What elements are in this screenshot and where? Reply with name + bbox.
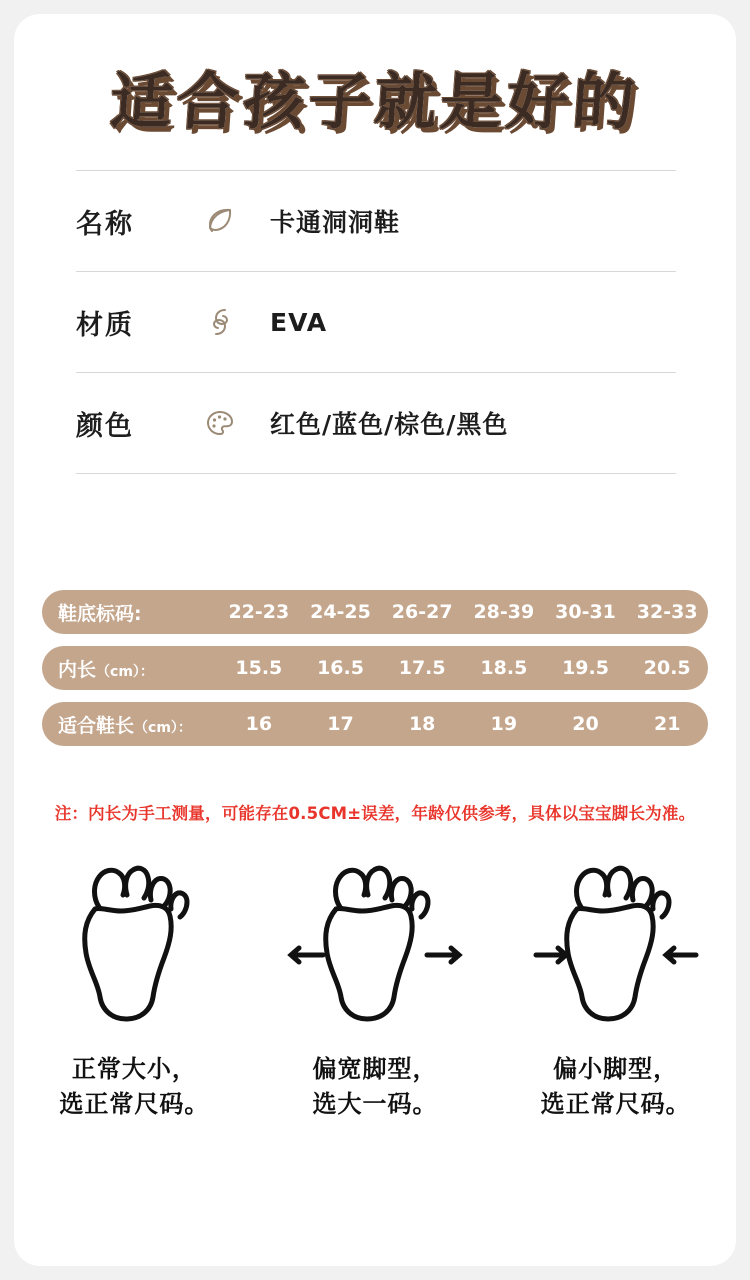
foot-caption-line2: 选正常尺码。 xyxy=(59,1089,210,1118)
foot-caption-line1: 正常大小， xyxy=(71,1055,197,1083)
table-cell: 28-39 xyxy=(473,601,535,623)
row-label xyxy=(42,599,218,626)
footprint-icon xyxy=(59,840,209,1030)
foot-guide-item-normal xyxy=(14,840,255,1122)
footprint-wide-icon xyxy=(275,840,475,1030)
table-row xyxy=(42,590,708,634)
spec-label: 名称 xyxy=(76,208,134,240)
foot-guide-caption xyxy=(313,1052,438,1122)
table-cell: 16.5 xyxy=(317,657,364,679)
foot-guide-caption xyxy=(541,1052,691,1122)
table-cell: 15.5 xyxy=(235,657,283,679)
content-card xyxy=(14,14,736,1266)
table-cell: 22-23 xyxy=(228,601,290,623)
table-cell: 21 xyxy=(653,713,681,735)
page-title xyxy=(14,52,736,141)
table-cell: 17.5 xyxy=(398,657,446,679)
foot-caption-line1: 偏小脚型， xyxy=(553,1055,679,1083)
foot-caption-line1: 偏宽脚型， xyxy=(312,1055,438,1083)
measurement-note: 注：内长为手工测量，可能存在0.5CM±误差，年龄仅供参考，具体以宝宝脚长为准。 xyxy=(54,804,696,823)
divider xyxy=(76,473,676,474)
spec-list xyxy=(76,170,676,474)
size-table xyxy=(42,590,708,758)
spec-value: 红色/蓝色/棕色/黑色 xyxy=(270,410,509,439)
leaf-icon xyxy=(188,204,252,238)
table-cell: 18 xyxy=(408,713,436,735)
page-title-text: 适合孩子就是好的 xyxy=(108,65,642,138)
row-label-text: 鞋底标码: xyxy=(58,602,142,625)
row-label-text: 适合鞋长 xyxy=(58,714,135,737)
foot-caption-line2: 选正常尺码。 xyxy=(540,1089,691,1118)
table-cell: 19 xyxy=(490,713,518,735)
table-row xyxy=(42,646,708,690)
foot-guide-caption xyxy=(59,1052,209,1122)
table-row xyxy=(42,702,708,746)
table-cell: 19.5 xyxy=(562,657,609,679)
spec-row-material xyxy=(76,272,676,372)
row-label-unit: （cm）： xyxy=(96,663,154,680)
row-label-text: 内长 xyxy=(58,658,97,681)
table-cell: 16 xyxy=(245,713,273,735)
table-cell: 17 xyxy=(327,713,354,735)
palette-icon xyxy=(188,406,252,440)
table-cell: 26-27 xyxy=(391,601,453,623)
table-cell: 20.5 xyxy=(643,657,691,679)
table-cell: 18.5 xyxy=(480,657,528,679)
table-cell: 20 xyxy=(572,713,599,735)
row-label xyxy=(42,655,218,682)
table-cell: 24-25 xyxy=(310,601,371,623)
spec-value: EVA xyxy=(270,307,328,337)
material-swirl-icon xyxy=(188,305,252,339)
foot-guide-item-wide xyxy=(255,840,496,1122)
foot-guide xyxy=(14,840,736,1122)
spec-label: 颜色 xyxy=(76,410,134,442)
spec-label: 材质 xyxy=(76,309,134,341)
foot-caption-line2: 选大一码。 xyxy=(312,1089,438,1118)
spec-row-name xyxy=(76,171,676,271)
table-cell: 32-33 xyxy=(636,601,698,623)
arrow-inward xyxy=(536,948,696,962)
foot-guide-item-narrow xyxy=(495,840,736,1122)
spec-row-color xyxy=(76,373,676,473)
row-label xyxy=(42,711,218,738)
arrow-outward xyxy=(291,948,459,962)
row-label-unit: （cm）： xyxy=(134,719,192,736)
spec-value: 卡通洞洞鞋 xyxy=(270,208,401,237)
table-cell: 30-31 xyxy=(555,601,616,623)
footprint-narrow-icon xyxy=(516,840,716,1030)
